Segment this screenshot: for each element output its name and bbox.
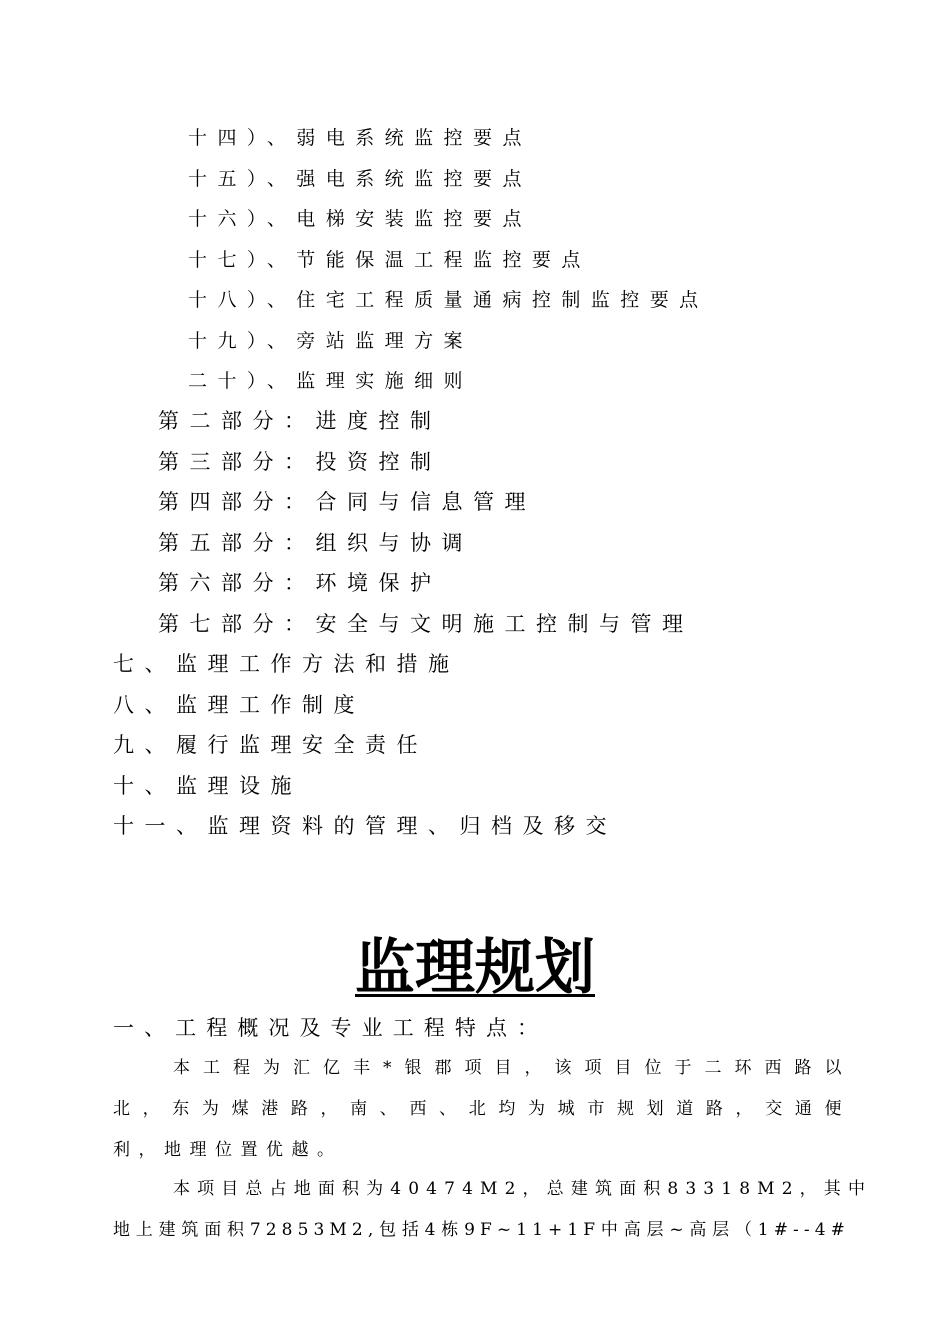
toc-chapter: 十、监理设施 bbox=[113, 774, 302, 798]
toc-part: 第五部分：组织与协调 bbox=[158, 531, 473, 555]
section-heading: 一、工程概况及专业工程特点： bbox=[113, 1016, 549, 1040]
body-paragraph-2 bbox=[113, 1169, 873, 1251]
page-title bbox=[0, 933, 950, 1003]
toc-part: 第二部分：进度控制 bbox=[158, 409, 442, 433]
toc-sub-item: 十四）、弱电系统监控要点 bbox=[188, 127, 532, 149]
paragraph-line: 本项目总占地面积为40474M2，总建筑面积83318M2，其中 bbox=[173, 1179, 873, 1199]
toc-chapter: 七、监理工作方法和措施 bbox=[113, 652, 460, 676]
toc-sub-item: 十七）、节能保温工程监控要点 bbox=[188, 249, 591, 271]
toc-part: 第四部分：合同与信息管理 bbox=[158, 490, 536, 514]
toc-chapter: 九、履行监理安全责任 bbox=[113, 733, 428, 757]
toc-sub-item: 十五）、强电系统监控要点 bbox=[188, 168, 532, 190]
toc-sub-item: 十八）、住宅工程质量通病控制监控要点 bbox=[188, 289, 709, 311]
paragraph-line: 地上建筑面积72853M2,包括4栋9F~11+1F中高层~高层（1#--4# bbox=[113, 1220, 850, 1240]
toc-part: 第六部分：环境保护 bbox=[158, 571, 442, 595]
toc-sub-item: 十九）、旁站监理方案 bbox=[188, 330, 474, 352]
toc-part: 第七部分：安全与文明施工控制与管理 bbox=[158, 612, 694, 636]
paragraph-line: 利，地理位置优越。 bbox=[113, 1140, 343, 1160]
body-paragraph-1 bbox=[113, 1048, 850, 1171]
toc-part: 第三部分：投资控制 bbox=[158, 450, 442, 474]
paragraph-line: 北，东为煤港路，南、西、北均为城市规划道路，交通便 bbox=[113, 1099, 850, 1119]
toc-chapter: 八、监理工作制度 bbox=[113, 693, 365, 717]
page-title-text: 监理规划 bbox=[355, 933, 595, 1003]
toc-sub-item: 十六）、电梯安装监控要点 bbox=[188, 208, 532, 230]
toc-sub-item: 二十）、监理实施细则 bbox=[188, 370, 474, 392]
toc-chapter: 十一、监理资料的管理、归档及移交 bbox=[113, 814, 617, 838]
paragraph-line: 本工程为汇亿丰*银郡项目，该项目位于二环西路以 bbox=[173, 1058, 850, 1078]
